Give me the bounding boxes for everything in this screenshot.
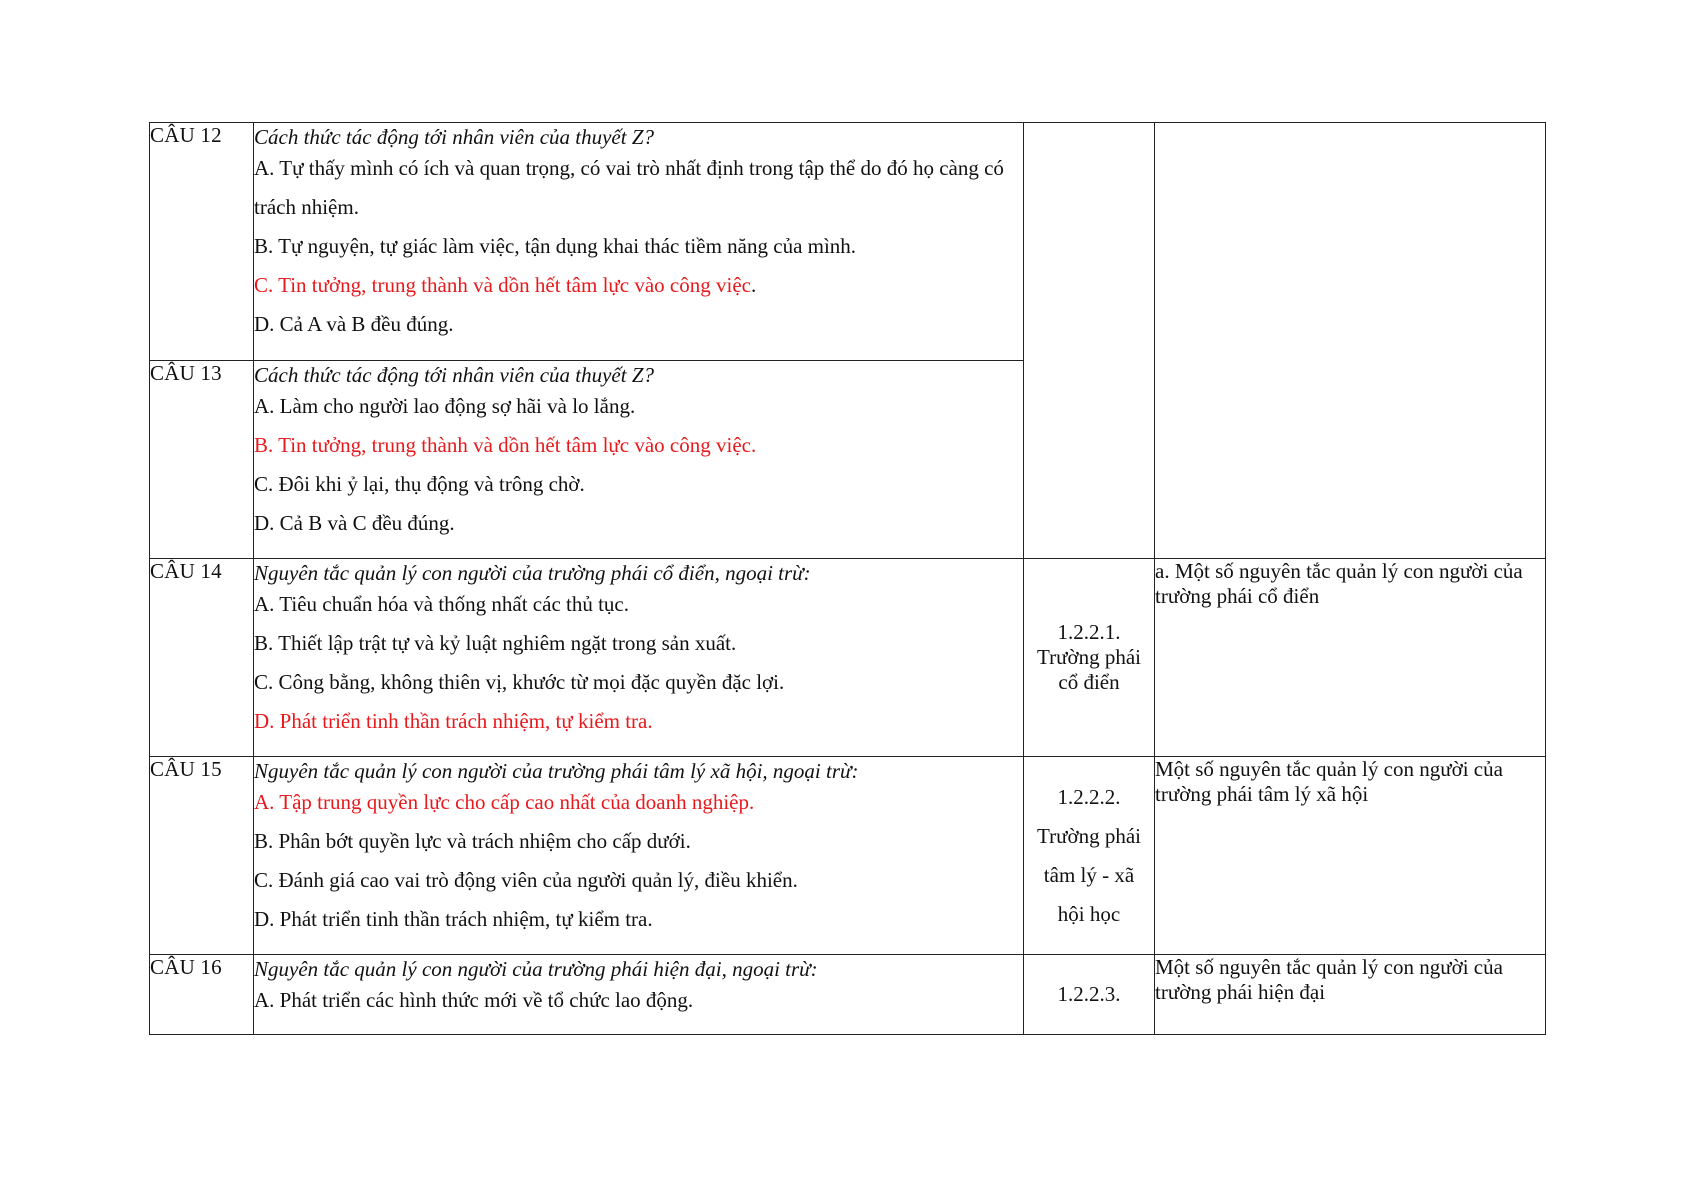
question-number: CÂU 13 [150, 361, 254, 559]
option-c: C. Đôi khi ỷ lại, thụ động và trông chờ. [254, 472, 585, 496]
option-a: A. Làm cho người lao động sợ hãi và lo lắng. [254, 394, 636, 418]
topic-cell [1155, 757, 1546, 955]
question-number: CÂU 12 [150, 123, 254, 361]
topic-label: a. Một số nguyên tắc quản lý con người của trường phái cổ điển [1155, 559, 1523, 608]
option-a: A. Phát triển các hình thức mới về tổ chức lao động. [254, 988, 694, 1012]
option-d: D. Cả B và C đều đúng. [254, 511, 455, 535]
topic-cell [1155, 559, 1546, 757]
question-cell [254, 955, 1024, 1035]
question-text: Cách thức tác động tới nhân viên của thuyết Z? [254, 363, 655, 387]
question-cell [254, 559, 1024, 757]
section-label: 1.2.2.3. [1057, 982, 1121, 1006]
topic-cell-empty [1155, 123, 1546, 559]
section-cell [1024, 955, 1155, 1035]
option-b: B. Phân bớt quyền lực và trách nhiệm cho cấp dưới. [254, 829, 691, 853]
topic-label: Một số nguyên tắc quản lý con người của trường phái tâm lý xã hội [1155, 757, 1503, 806]
option-c: C. Công bằng, không thiên vị, khước từ mọi đặc quyền đặc lợi. [254, 670, 785, 694]
question-text: Cách thức tác động tới nhân viên của thuyết Z? [254, 125, 655, 149]
table-row [150, 955, 1546, 1035]
option-c-text: C. Tin tưởng, trung thành và dồn hết tâm lực vào công việc [254, 273, 751, 297]
option-d: D. Phát triển tinh thần trách nhiệm, tự kiểm tra. [254, 907, 653, 931]
option-d: D. Cả A và B đều đúng. [254, 312, 454, 336]
question-cell [254, 757, 1024, 955]
option-b: B. Thiết lập trật tự và kỷ luật nghiêm ngặt trong sản xuất. [254, 631, 737, 655]
option-a: A. Tiêu chuẩn hóa và thống nhất các thủ tục. [254, 592, 630, 616]
question-cell [254, 123, 1024, 361]
topic-label: Một số nguyên tắc quản lý con người của trường phái hiện đại [1155, 955, 1503, 1004]
topic-cell [1155, 955, 1546, 1035]
question-cell [254, 361, 1024, 559]
option-c: C. Tin tưởng, trung thành và dồn hết tâm lực vào công việc. [254, 273, 757, 297]
option-b: B. Tin tưởng, trung thành và dồn hết tâm lực vào công việc. [254, 433, 757, 457]
question-number: CÂU 14 [150, 559, 254, 757]
option-a: A. Tự thấy mình có ích và quan trọng, có vai trò nhất định trong tập thể do đó họ càng có trách nhiệm. [254, 156, 1004, 219]
section-label: 1.2.2.1. Trường phái cổ điển [1037, 620, 1141, 694]
question-text: Nguyên tắc quản lý con người của trường phái tâm lý xã hội, ngoại trừ: [254, 759, 859, 783]
question-number: CÂU 16 [150, 955, 254, 1035]
section-cell [1024, 559, 1155, 757]
question-text: Nguyên tắc quản lý con người của trường phái hiện đại, ngoại trừ: [254, 957, 818, 981]
table-row [150, 559, 1546, 757]
option-b: B. Tự nguyện, tự giác làm việc, tận dụng khai thác tiềm năng của mình. [254, 234, 857, 258]
table-row [150, 123, 1546, 361]
question-text: Nguyên tắc quản lý con người của trường phái cổ điển, ngoại trừ: [254, 561, 811, 585]
option-a: A. Tập trung quyền lực cho cấp cao nhất của doanh nghiệp. [254, 790, 755, 814]
section-cell [1024, 757, 1155, 955]
section-label: 1.2.2.2. Trường phái tâm lý - xã hội học [1037, 784, 1141, 926]
table-row [150, 757, 1546, 955]
question-table [149, 122, 1546, 1035]
option-c: C. Đánh giá cao vai trò động viên của người quản lý, điều khiển. [254, 868, 798, 892]
question-number: CÂU 15 [150, 757, 254, 955]
section-cell-empty [1024, 123, 1155, 559]
option-d: D. Phát triển tinh thần trách nhiệm, tự kiểm tra. [254, 709, 653, 733]
